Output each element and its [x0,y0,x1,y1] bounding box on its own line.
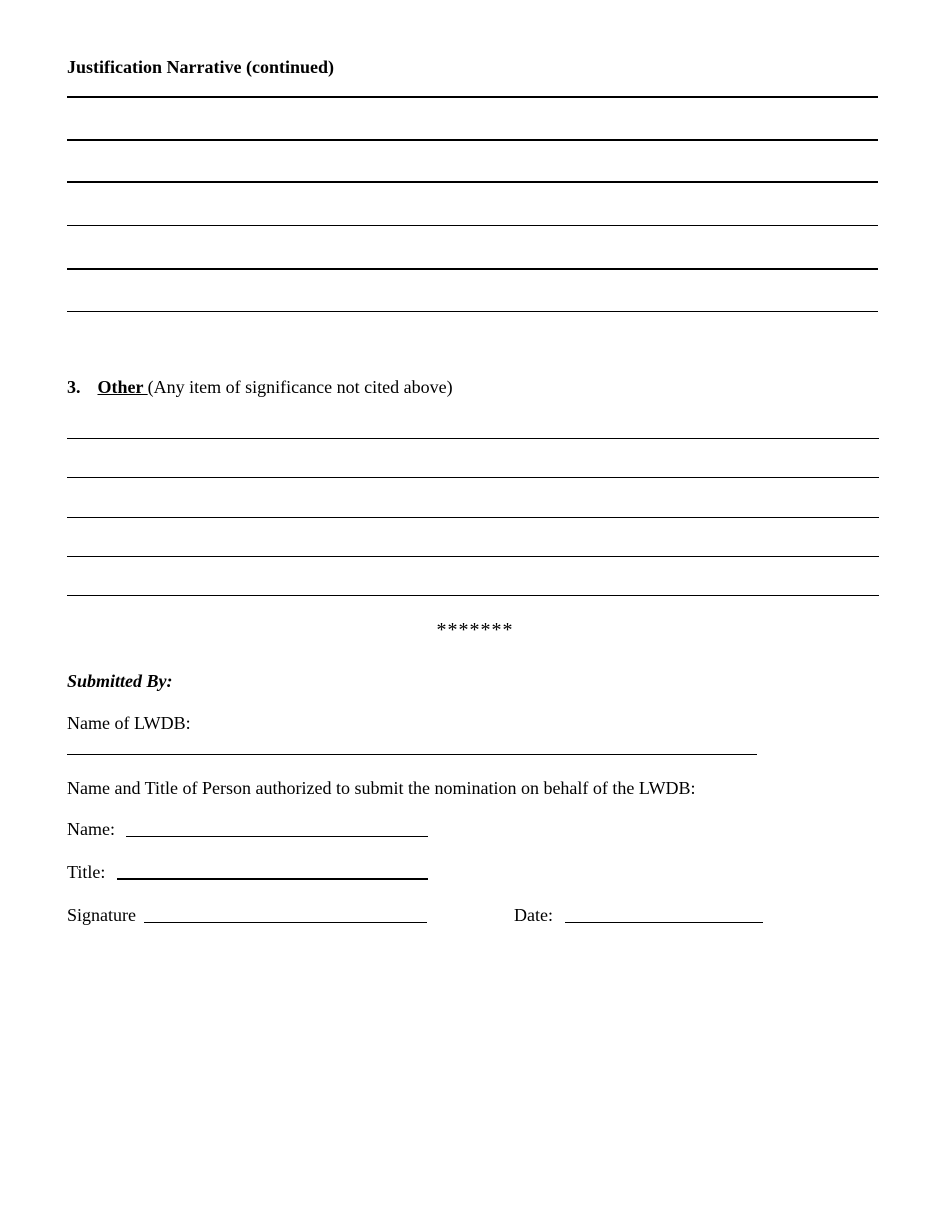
authorized-person-text: Name and Title of Person authorized to submit the nomination on behalf of the LWDB: [67,778,696,798]
narrative-line-1[interactable] [67,96,878,98]
date-label: Date: [514,905,553,925]
signature-label: Signature [67,905,136,925]
title-label: Title: [67,862,106,882]
narrative-line-5[interactable] [67,268,878,270]
continued-heading: Justification Narrative (continued) [67,57,334,77]
other-line-4[interactable] [67,556,879,557]
signature-field[interactable] [144,922,427,923]
title-field[interactable] [117,878,428,880]
name-label: Name: [67,819,115,839]
other-line-2[interactable] [67,477,879,478]
section-separator: ******* [436,619,514,641]
narrative-line-2[interactable] [67,139,878,141]
narrative-line-3[interactable] [67,181,878,183]
other-line-3[interactable] [67,517,879,518]
other-line-5[interactable] [67,595,879,596]
narrative-line-4[interactable] [67,225,878,226]
lwdb-name-label: Name of LWDB: [67,713,191,733]
section-3-number: 3. [67,377,81,397]
submitted-by-heading: Submitted By: [67,671,173,691]
section-3-title: Other [97,377,148,397]
narrative-line-6[interactable] [67,311,878,312]
name-field[interactable] [126,836,428,837]
date-field[interactable] [565,922,763,923]
section-3-subtitle: (Any item of significance not cited above) [147,377,453,397]
section-3-heading [67,377,453,397]
lwdb-name-field[interactable] [67,754,757,755]
other-line-1[interactable] [67,438,879,439]
